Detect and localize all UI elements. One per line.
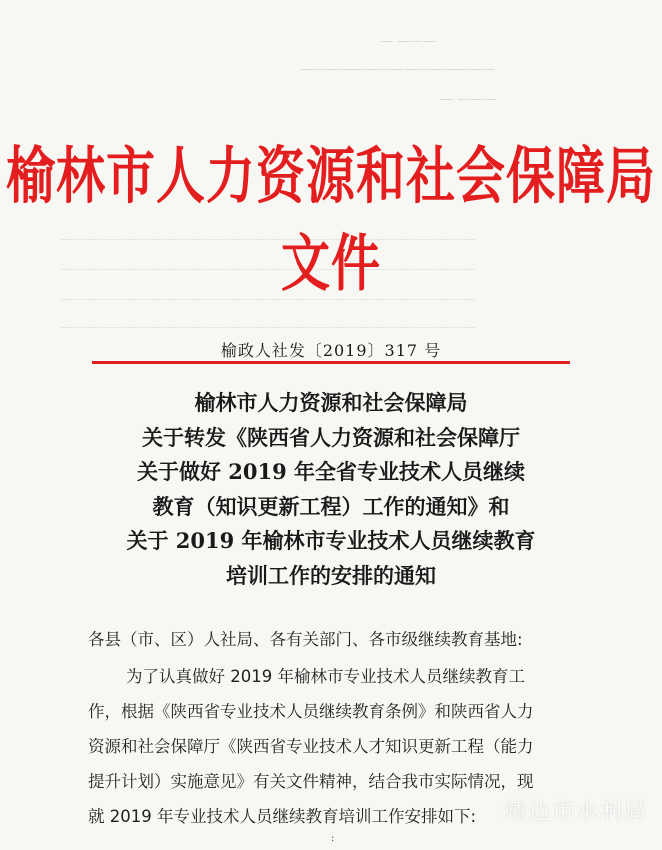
body-line: 就 2019 年专业技术人员继续教育培训工作安排如下:: [88, 807, 477, 826]
notice-title-line: 榆林市人力资源和社会保障局: [194, 390, 468, 415]
bleed-through-mark: ————————————————————————————————: [60, 320, 476, 335]
notice-title-line: 培训工作的安排的通知: [226, 562, 436, 588]
body-line: 资源和社会保障厅《陕西省专业技术人才知识更新工程（能力: [88, 737, 534, 756]
body-line: 提升计划）实施意见》有关文件精神，结合我市实际情况，现: [88, 772, 534, 791]
bleed-through-mark: ————————————————————————————————: [60, 232, 476, 247]
bleed-through-mark: ———————————————: [300, 62, 495, 77]
body-line: 作，根据《陕西省专业技术人员继续教育条例》和陕西省人力: [88, 702, 534, 721]
notice-title-line: 关于做好 2019 年全省专业技术人员继续: [136, 459, 526, 484]
red-divider-rule: [92, 361, 570, 364]
document-number: 榆政人社发〔2019〕317 号: [220, 341, 442, 360]
bleed-through-mark: ————————————————————————————————: [60, 292, 476, 307]
salutation: 各县（市、区）人社局、各有关部门、各市级继续教育基地:: [88, 630, 523, 649]
notice-title-line: 教育（知识更新工程）工作的通知》和: [152, 493, 510, 519]
bleed-through-mark: ————————————————————————————————: [60, 262, 476, 277]
notice-title-line: 关于 2019 年榆林市专业技术人员继续教育: [126, 528, 536, 553]
body-line: 为了认真做好 2019 年榆林市专业技术人员继续教育工: [126, 667, 525, 686]
bleed-through-mark: — ———: [440, 92, 497, 107]
watermark: 靖边市水利局: [503, 800, 648, 825]
notice-title: [0, 386, 662, 593]
document-header-title: 榆林市人力资源和社会保障局文件: [5, 139, 656, 300]
page-mark: :: [331, 833, 335, 844]
bleed-through-mark: — ———: [380, 34, 437, 49]
notice-title-line: 关于转发《陕西省人力资源和社会保障厅: [142, 424, 520, 450]
